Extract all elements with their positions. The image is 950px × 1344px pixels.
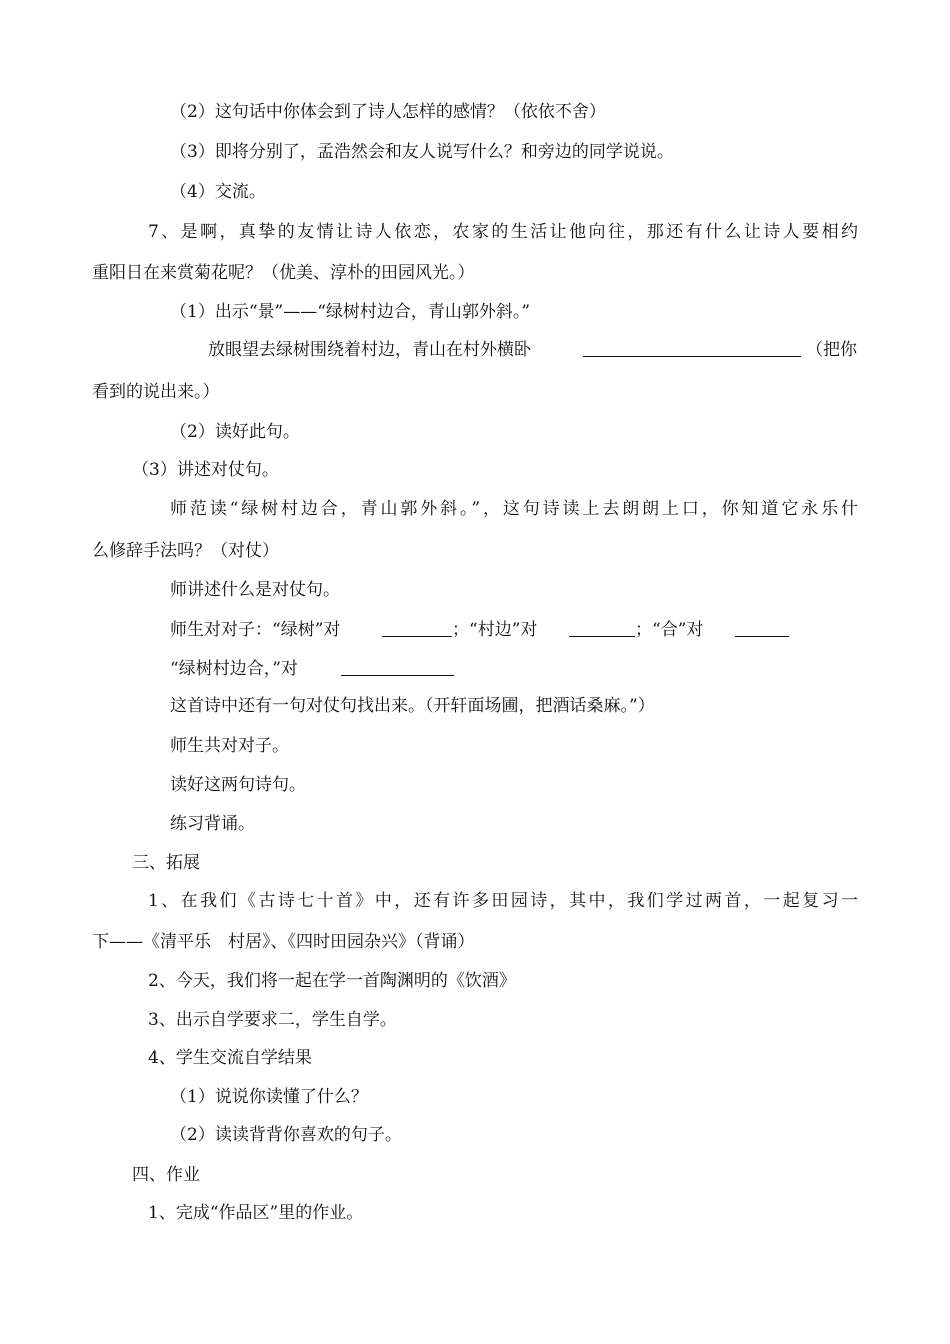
fill-in-blank[interactable] xyxy=(583,341,801,357)
fill-in-blank[interactable] xyxy=(569,621,635,637)
text-line: （2）读好此句。 xyxy=(170,422,300,442)
text-line: 师生共对对子。 xyxy=(170,736,289,756)
text-line: 7、是啊，真挚的友情让诗人依恋，农家的生活让他向往，那还有什么让诗人要相约 xyxy=(148,222,858,242)
text-line: 1、在我们《古诗七十首》中，还有许多田园诗，其中，我们学过两首，一起复习一 xyxy=(148,891,858,911)
text-line: 下——《清平乐 村居》、《四时田园杂兴》（背诵） xyxy=(92,932,475,952)
text-line: （2）读读背背你喜欢的句子。 xyxy=(170,1125,402,1145)
text-line: 师范读“绿树村边合，青山郭外斜。”，这句诗读上去朗朗上口，你知道它永乐什 xyxy=(170,499,858,519)
text-line: （3）即将分别了，孟浩然会和友人说写什么？和旁边的同学说说。 xyxy=(170,142,674,162)
text-line: 练习背诵。 xyxy=(170,814,255,834)
section-heading: 三、拓展 xyxy=(132,853,200,873)
text-line: 2、今天，我们将一起在学一首陶渊明的《饮酒》 xyxy=(148,971,516,991)
text-line: 师讲述什么是对仗句。 xyxy=(170,580,340,600)
text-line: 看到的说出来。） xyxy=(92,382,220,402)
text-line: （1）说说你读懂了什么？ xyxy=(170,1087,368,1107)
text-line: （3）讲述对仗句。 xyxy=(132,460,279,480)
text-line: （把你 xyxy=(806,340,857,360)
text-line: 么修辞手法吗？（对仗） xyxy=(92,541,279,561)
section-heading: 四、作业 xyxy=(132,1165,200,1185)
text-line: ；“合”对 xyxy=(635,620,704,640)
text-line: 3、出示自学要求二，学生自学。 xyxy=(148,1010,397,1030)
text-line: 4、学生交流自学结果 xyxy=(148,1048,312,1068)
text-line: 这首诗中还有一句对仗句找出来。（开轩面场圃，把酒话桑麻。”） xyxy=(170,696,655,716)
fill-in-blank[interactable] xyxy=(735,621,789,637)
text-line: 师生对对子：“绿树”对 xyxy=(170,620,341,640)
text-line: 重阳日在来赏菊花呢？（优美、淳朴的田园风光。） xyxy=(92,263,475,283)
text-line: 1、完成“作品区”里的作业。 xyxy=(148,1203,364,1223)
text-line: “绿树村边合，”对 xyxy=(170,659,298,679)
text-line: （1）出示“景”——“绿树村边合，青山郭外斜。” xyxy=(170,302,531,322)
text-line: （4）交流。 xyxy=(170,182,266,202)
fill-in-blank[interactable] xyxy=(341,660,454,676)
text-line: 读好这两句诗句。 xyxy=(170,775,306,795)
text-line: （2）这句话中你体会到了诗人怎样的感情？（依依不舍） xyxy=(170,102,606,122)
fill-in-blank[interactable] xyxy=(382,621,452,637)
text-line: 放眼望去绿树围绕着村边，青山在村外横卧 xyxy=(208,340,531,360)
text-line: ；“村边”对 xyxy=(452,620,538,640)
